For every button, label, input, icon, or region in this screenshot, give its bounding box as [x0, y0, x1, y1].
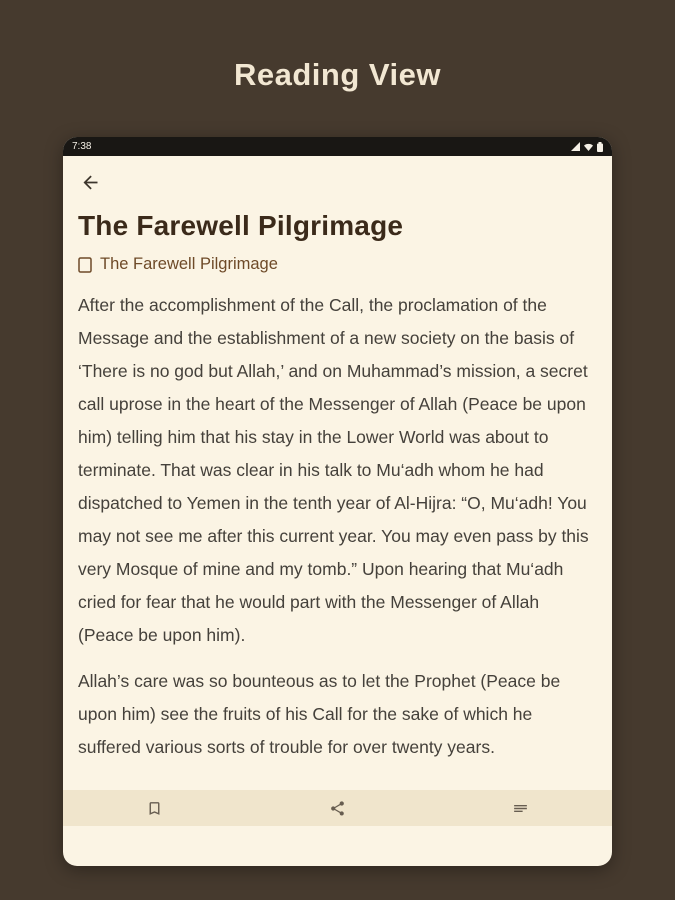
bookmark-button[interactable]	[144, 798, 165, 819]
signal-icon	[584, 142, 593, 151]
network-icon	[571, 142, 580, 151]
battery-icon	[597, 142, 603, 152]
chapter-breadcrumb-label: The Farewell Pilgrimage	[100, 255, 278, 273]
back-button[interactable]	[80, 172, 101, 193]
bookmark-icon	[146, 800, 163, 817]
bottom-toolbar	[63, 790, 612, 826]
reader-view	[63, 172, 612, 764]
list-icon	[512, 800, 529, 817]
status-time: 7:38	[72, 141, 92, 152]
chapter-title: The Farewell Pilgrimage	[78, 210, 404, 241]
book-icon	[78, 257, 92, 273]
status-bar	[63, 137, 612, 156]
status-icons	[571, 142, 603, 152]
contents-button[interactable]	[510, 798, 531, 819]
chapter-breadcrumb[interactable]	[78, 255, 597, 274]
page-title: Reading View	[234, 57, 441, 92]
share-button[interactable]	[327, 798, 348, 819]
back-arrow-icon	[80, 172, 101, 193]
paragraph: After the accomplishment of the Call, the proclamation of the Message and the establishment of a new society on the basis of ‘There is no god but Allah,’ and on Muhammad’s mission, a secret call uprose in the heart of the Messenger of Allah (Peace be upon him) telling him that his stay in the Lower World was about to terminate. That was clear in his talk to Mu‘adh whom he had dispatched to Yemen in the tenth year of Al-Hijra: “O, Mu‘adh! You may not see me after this current year. You may even pass by this very Mosque of mine and my tomb.” Upon hearing that Mu‘adh cried for fear that he would part with the Messenger of Allah (Peace be upon him).	[78, 295, 589, 645]
paragraph: Allah’s care was so bounteous as to let the Prophet (Peace be upon him) see the fruits of his Call for the sake of which he suffered various sorts of trouble for over twenty years.	[78, 671, 561, 757]
device-frame	[63, 137, 612, 866]
share-icon	[329, 800, 346, 817]
